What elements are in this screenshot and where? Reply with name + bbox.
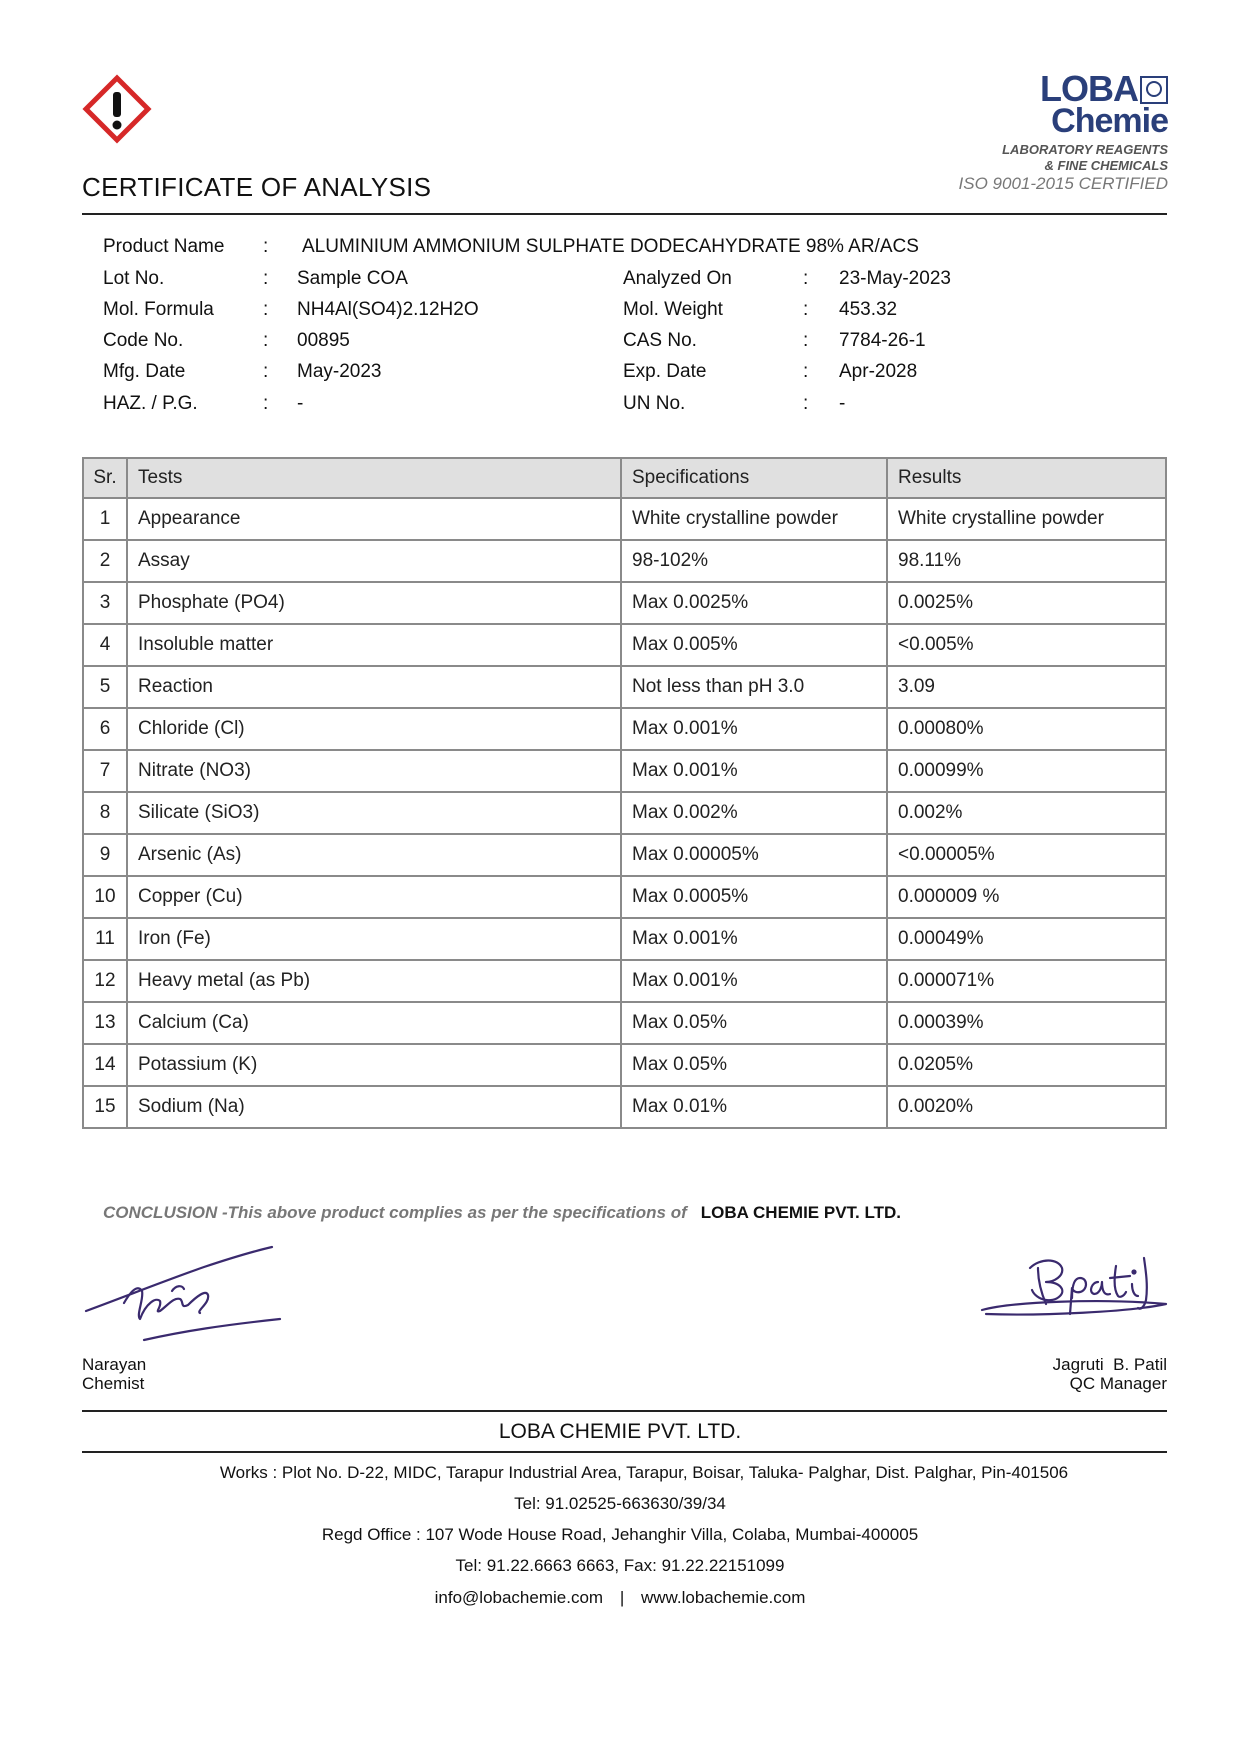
formula-label: Mol. Formula [103,299,214,320]
table-row [83,1086,1166,1128]
cell-result: <0.005% [887,624,1166,666]
cell-sr: 9 [83,834,127,876]
cell-specification: Max 0.001% [621,918,887,960]
website-link[interactable]: www.lobachemie.com [640,1588,806,1607]
table-header-row [83,458,1166,498]
chemist-signature [84,1245,284,1345]
logo-text-loba: LOBA [1040,68,1138,109]
table-row [83,750,1166,792]
analyzed-label: Analyzed On [623,268,732,289]
colon: : [263,361,269,382]
table-row [83,1044,1166,1086]
code-value: 00895 [297,330,350,351]
exp-label: Exp. Date [623,361,707,382]
conclusion [103,1203,901,1223]
code-label: Code No. [103,330,184,351]
cell-test: Silicate (SiO3) [127,792,621,834]
cell-specification: Max 0.0005% [621,876,887,918]
table-row [83,624,1166,666]
cell-result: 98.11% [887,540,1166,582]
cell-result: 0.000071% [887,960,1166,1002]
cell-test: Sodium (Na) [127,1086,621,1128]
exp-value: Apr-2028 [839,361,918,382]
lot-value: Sample COA [297,268,408,289]
colon: : [263,236,269,257]
weight-label: Mol. Weight [623,299,723,320]
cell-result: 0.0020% [887,1086,1166,1128]
cell-specification: Max 0.001% [621,960,887,1002]
cell-sr: 5 [83,666,127,708]
cell-sr: 4 [83,624,127,666]
qc-manager-name: Jagruti B. Patil [1052,1355,1167,1374]
cell-specification: 98-102% [621,540,887,582]
colon: : [263,330,269,351]
qc-manager-signature [980,1238,1170,1330]
cell-sr: 6 [83,708,127,750]
table-row [83,708,1166,750]
table-row [83,540,1166,582]
cell-specification: White crystalline powder [621,498,887,540]
tests-body [83,498,1166,1128]
chemist-role: Chemist [82,1374,145,1393]
qc-manager-role: QC Manager [1069,1374,1167,1393]
exclamation-hazard-icon [82,74,152,144]
colon: : [263,393,269,414]
works-telephone: Tel: 91.02525-663630/39/34 [514,1494,726,1513]
separator: | [619,1588,625,1607]
cell-result: 0.00039% [887,1002,1166,1044]
cell-sr: 12 [83,960,127,1002]
cell-test: Potassium (K) [127,1044,621,1086]
colon: : [803,268,809,289]
cell-sr: 3 [83,582,127,624]
cell-sr: 7 [83,750,127,792]
conclusion-text: CONCLUSION -This above product complies as per the specifications of [103,1203,687,1222]
cell-result: 0.00099% [887,750,1166,792]
divider [82,1410,1167,1412]
divider [82,1451,1167,1453]
header-specifications: Specifications [621,458,887,498]
works-address: Works : Plot No. D-22, MIDC, Tarapur Industrial Area, Tarapur, Boisar, Taluka- Palghar, Dist. Palghar, Pin-401506 [219,1463,1069,1482]
cell-result: 0.000009 % [887,876,1166,918]
logo-tagline-1: LABORATORY REAGENTS [1002,142,1168,157]
cell-test: Reaction [127,666,621,708]
cell-sr: 15 [83,1086,127,1128]
un-value: - [839,393,846,414]
table-row [83,582,1166,624]
cell-sr: 8 [83,792,127,834]
cell-sr: 11 [83,918,127,960]
mfg-label: Mfg. Date [103,361,186,382]
colon: : [803,299,809,320]
cell-specification: Max 0.0025% [621,582,887,624]
logo-mark-icon [1140,76,1168,104]
cell-test: Calcium (Ca) [127,1002,621,1044]
cell-test: Chloride (Cl) [127,708,621,750]
contact-line [0,1588,1240,1608]
cell-specification: Not less than pH 3.0 [621,666,887,708]
divider [82,213,1167,215]
cell-result: 0.002% [887,792,1166,834]
cell-result: 3.09 [887,666,1166,708]
cell-sr: 10 [83,876,127,918]
table-row [83,1002,1166,1044]
cell-specification: Max 0.00005% [621,834,887,876]
logo-text-chemie: Chemie [1051,102,1168,140]
email-link[interactable]: info@lobachemie.com [434,1588,604,1607]
lot-label: Lot No. [103,268,165,289]
mfg-value: May-2023 [297,361,382,382]
analyzed-value: 23-May-2023 [839,268,951,289]
cell-test: Nitrate (NO3) [127,750,621,792]
cell-result: 0.00080% [887,708,1166,750]
cell-sr: 1 [83,498,127,540]
company-logo [978,68,1168,174]
colon: : [803,361,809,382]
chemist-name: Narayan [82,1355,147,1374]
table-row [83,918,1166,960]
colon: : [803,330,809,351]
cell-result: 0.00049% [887,918,1166,960]
cell-specification: Max 0.05% [621,1002,887,1044]
logo-tagline-2: & FINE CHEMICALS [1044,158,1168,173]
header-sr: Sr. [83,458,127,498]
colon: : [803,393,809,414]
table-row [83,960,1166,1002]
chemist-block [82,1355,146,1393]
table-row [83,498,1166,540]
cell-test: Assay [127,540,621,582]
cell-sr: 2 [83,540,127,582]
un-label: UN No. [623,393,686,414]
iso-certification: ISO 9001-2015 CERTIFIED [958,174,1168,193]
cell-specification: Max 0.005% [621,624,887,666]
table-row [83,666,1166,708]
header-tests: Tests [127,458,621,498]
conclusion-company: LOBA CHEMIE PVT. LTD. [700,1203,902,1222]
tests-table [82,457,1167,1129]
product-name-label: Product Name [103,236,225,257]
cell-result: 0.0205% [887,1044,1166,1086]
cell-test: Appearance [127,498,621,540]
cell-result: <0.00005% [887,834,1166,876]
cell-specification: Max 0.001% [621,708,887,750]
haz-label: HAZ. / P.G. [103,393,198,414]
cell-sr: 14 [83,1044,127,1086]
registered-office-telephone: Tel: 91.22.6663 6663, Fax: 91.22.22151099 [455,1556,785,1575]
cell-test: Copper (Cu) [127,876,621,918]
cell-result: White crystalline powder [887,498,1166,540]
cell-specification: Max 0.002% [621,792,887,834]
cell-test: Heavy metal (as Pb) [127,960,621,1002]
weight-value: 453.32 [839,299,898,320]
page-title: CERTIFICATE OF ANALYSIS [82,172,432,202]
product-name-value: ALUMINIUM AMMONIUM SULPHATE DODECAHYDRATE 98% AR/ACS [302,236,919,257]
registered-office-address: Regd Office : 107 Wode House Road, Jehanghir Villa, Colaba, Mumbai-400005 [321,1525,919,1544]
cell-test: Phosphate (PO4) [127,582,621,624]
cell-result: 0.0025% [887,582,1166,624]
header-results: Results [887,458,1166,498]
haz-value: - [297,393,304,414]
cell-specification: Max 0.001% [621,750,887,792]
cas-label: CAS No. [623,330,697,351]
cell-specification: Max 0.05% [621,1044,887,1086]
cell-test: Insoluble matter [127,624,621,666]
table-row [83,876,1166,918]
table-row [83,792,1166,834]
formula-value: NH4Al(SO4)2.12H2O [297,299,479,320]
colon: : [263,299,269,320]
cell-test: Arsenic (As) [127,834,621,876]
cell-test: Iron (Fe) [127,918,621,960]
cell-sr: 13 [83,1002,127,1044]
colon: : [263,268,269,289]
cell-specification: Max 0.01% [621,1086,887,1128]
table-row [83,834,1166,876]
cas-value: 7784-26-1 [839,330,926,351]
qc-manager-block [1053,1355,1167,1393]
footer-company: LOBA CHEMIE PVT. LTD. [498,1420,742,1443]
